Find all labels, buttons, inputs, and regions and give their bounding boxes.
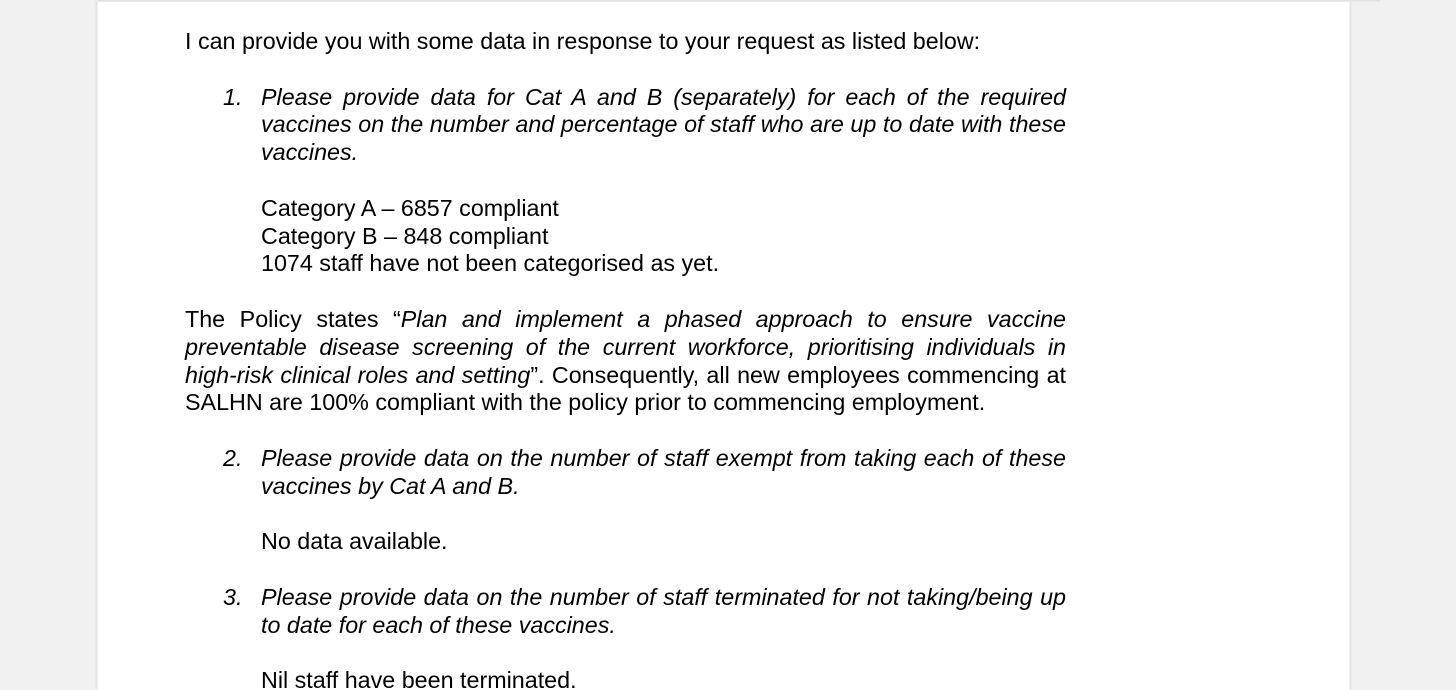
policy-tail: ”. Consequently, all new employees commencing at SALHN are 100% compliant with the policy prior to commencing employment. (185, 361, 1066, 416)
policy-quote: Plan and implement a phased approach to ensure vaccine preventable disease screening of the current workforce, prioritising individuals in high-risk clinical roles and setting (185, 305, 1066, 388)
intro-paragraph: I can provide you with some data in response to your request as listed below: (185, 28, 981, 54)
question-text: Please provide data on the number of staff terminated for not taking/being up to date for each of these vaccines. (261, 583, 1066, 638)
spacer (185, 556, 1066, 584)
answer-block (261, 667, 1066, 690)
item-number: 1. (223, 83, 243, 110)
spacer (261, 640, 1066, 668)
spacer (261, 501, 1066, 529)
page-top-edge (98, 0, 1380, 2)
spacer (261, 167, 1066, 195)
list-item-2 (223, 444, 1066, 556)
answer-line: Category A – 6857 compliant (261, 194, 559, 221)
policy-lead: The Policy states “ (185, 305, 401, 332)
policy-paragraph (185, 306, 1066, 417)
answer-block (261, 528, 1066, 556)
page-content (185, 28, 1066, 690)
list-item-1 (223, 83, 1066, 279)
answer-line: Category B – 848 compliant (261, 222, 549, 249)
spacer (185, 417, 1066, 445)
answer-line: Nil staff have been terminated. (261, 667, 577, 690)
question-text: Please provide data for Cat A and B (separately) for each of the required vaccines on the number and percentage of staff who are up to date with these vaccines. (261, 83, 1066, 166)
spacer (185, 278, 1066, 306)
item-number: 2. (223, 444, 243, 471)
answer-line: 1074 staff have not been categorised as yet. (261, 250, 720, 277)
answer-line: No data available. (261, 528, 448, 555)
item-number: 3. (223, 583, 243, 610)
question-text: Please provide data on the number of staff exempt from taking each of these vaccines by Cat A and B. (261, 444, 1066, 499)
spacer (185, 56, 1066, 84)
list-item-3 (223, 583, 1066, 690)
answer-block (261, 195, 1066, 278)
